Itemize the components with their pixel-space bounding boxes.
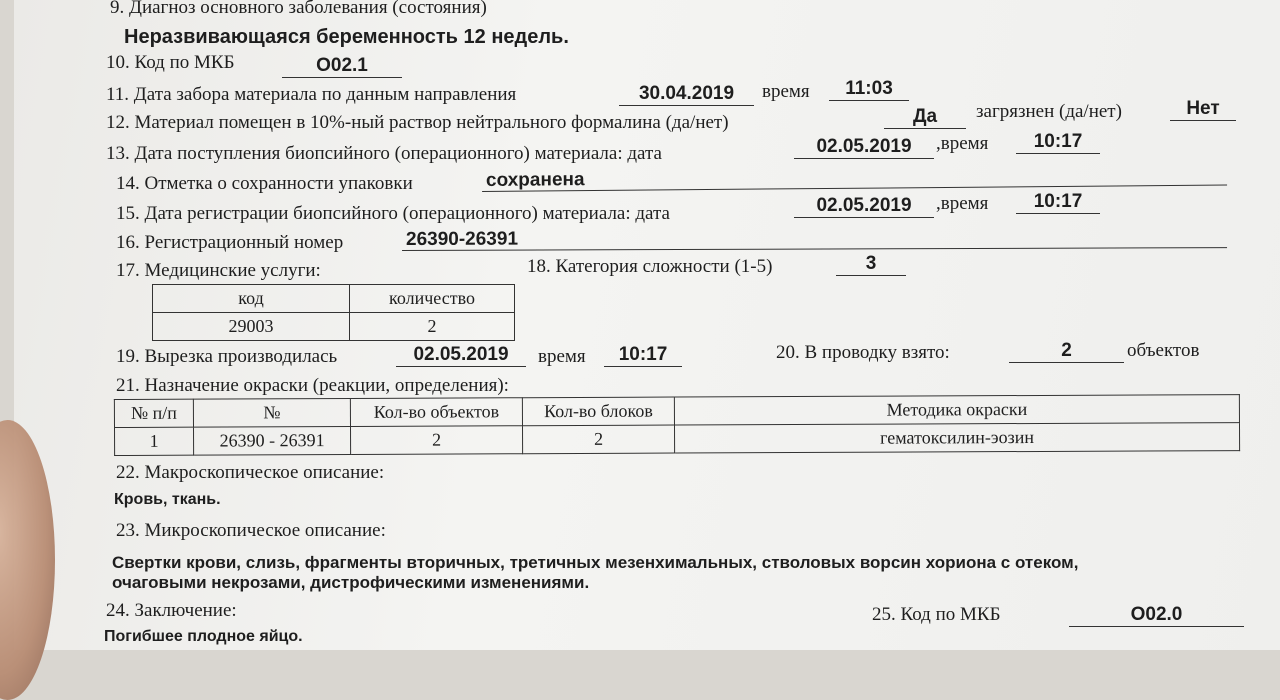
item-17-label: 17. Медицинские услуги:	[116, 260, 321, 281]
item-20-objects: 2	[1009, 340, 1124, 363]
item-19-date: 02.05.2019	[396, 344, 526, 367]
services-col-code: код	[153, 285, 350, 313]
item-20-suffix: объектов	[1127, 340, 1200, 361]
item-22-label: 22. Макроскопическое описание:	[116, 462, 385, 483]
services-col-qty: количество	[350, 285, 515, 313]
staining-table	[114, 394, 1240, 456]
item-10-icd-code: O02.1	[282, 55, 402, 78]
item-11-date: 30.04.2019	[619, 83, 754, 106]
item-23-micro-line1: Свертки крови, слизь, фрагменты вторичных, третичных мезенхимальных, стволовых ворсин хориона с отеком,	[112, 553, 1079, 572]
staining-cell-id: 26390 - 26391	[193, 426, 350, 455]
item-14-label: 14. Отметка о сохранности упаковки	[116, 173, 413, 194]
item-19-time-label: время	[538, 346, 586, 367]
item-19-label: 19. Вырезка производилась	[116, 346, 338, 367]
document-page	[14, 0, 1280, 650]
item-12-formalin: Да	[884, 106, 966, 129]
item-24-conclusion: Погибшее плодное яйцо.	[104, 628, 303, 645]
item-23-label: 23. Микроскопическое описание:	[116, 520, 386, 541]
item-9-label: 9. Диагноз основного заболевания (состояния)	[110, 0, 487, 18]
item-10-label: 10. Код по МКБ	[106, 52, 235, 73]
services-table	[152, 284, 515, 341]
item-14-package-status: сохранена	[482, 163, 1227, 192]
staining-col-blocks: Кол-во блоков	[522, 397, 674, 426]
item-13-time: 10:17	[1016, 131, 1100, 154]
item-12-contam-label: загрязнен (да/нет)	[976, 101, 1122, 122]
item-15-date: 02.05.2019	[794, 195, 934, 218]
item-15-label: 15. Дата регистрации биопсийного (операционного) материала: дата	[116, 203, 670, 224]
item-21-label: 21. Назначение окраски (реакции, определения):	[116, 375, 509, 396]
item-23-micro-line2: очаговыми некрозами, дистрофическими изменениями.	[112, 573, 590, 592]
item-16-label: 16. Регистрационный номер	[116, 232, 344, 253]
item-15-time: 10:17	[1016, 191, 1100, 214]
staining-col-method: Методика окраски	[674, 395, 1239, 425]
item-15-time-label: ,время	[936, 193, 989, 214]
staining-col-id: №	[193, 398, 350, 427]
table-row	[114, 423, 1239, 456]
item-11-time: 11:03	[829, 78, 909, 101]
services-qty-value: 2	[350, 313, 515, 341]
item-20-label: 20. В проводку взято:	[776, 342, 950, 363]
staining-col-num: № п/п	[114, 399, 193, 427]
staining-col-objects: Кол-во объектов	[350, 398, 522, 427]
item-18-label: 18. Категория сложности (1-5)	[527, 256, 773, 277]
item-13-date: 02.05.2019	[794, 136, 934, 159]
staining-cell-num: 1	[114, 427, 193, 455]
services-code-value: 29003	[153, 313, 350, 341]
item-19-time: 10:17	[604, 344, 682, 367]
staining-cell-objects: 2	[350, 426, 522, 455]
item-25-icd-code: O02.0	[1069, 604, 1244, 627]
staining-cell-blocks: 2	[522, 425, 674, 454]
item-22-macro: Кровь, ткань.	[114, 491, 221, 508]
item-25-label: 25. Код по МКБ	[872, 604, 1001, 625]
item-12-contaminated: Нет	[1170, 98, 1236, 121]
item-13-time-label: ,время	[936, 133, 989, 154]
item-11-time-label: время	[762, 81, 810, 102]
item-18-complexity: 3	[836, 253, 906, 276]
item-12-label: 12. Материал помещен в 10%-ный раствор нейтрального формалина (да/нет)	[106, 112, 729, 133]
staining-cell-method: гематоксилин-эозин	[674, 423, 1239, 453]
item-9-diagnosis: Неразвивающаяся беременность 12 недель.	[124, 26, 569, 48]
item-13-label: 13. Дата поступления биопсийного (операционного) материала: дата	[106, 143, 662, 164]
item-16-reg-number: 26390-26391	[402, 226, 1227, 251]
item-24-label: 24. Заключение:	[106, 600, 237, 621]
item-11-label: 11. Дата забора материала по данным направления	[106, 84, 517, 105]
